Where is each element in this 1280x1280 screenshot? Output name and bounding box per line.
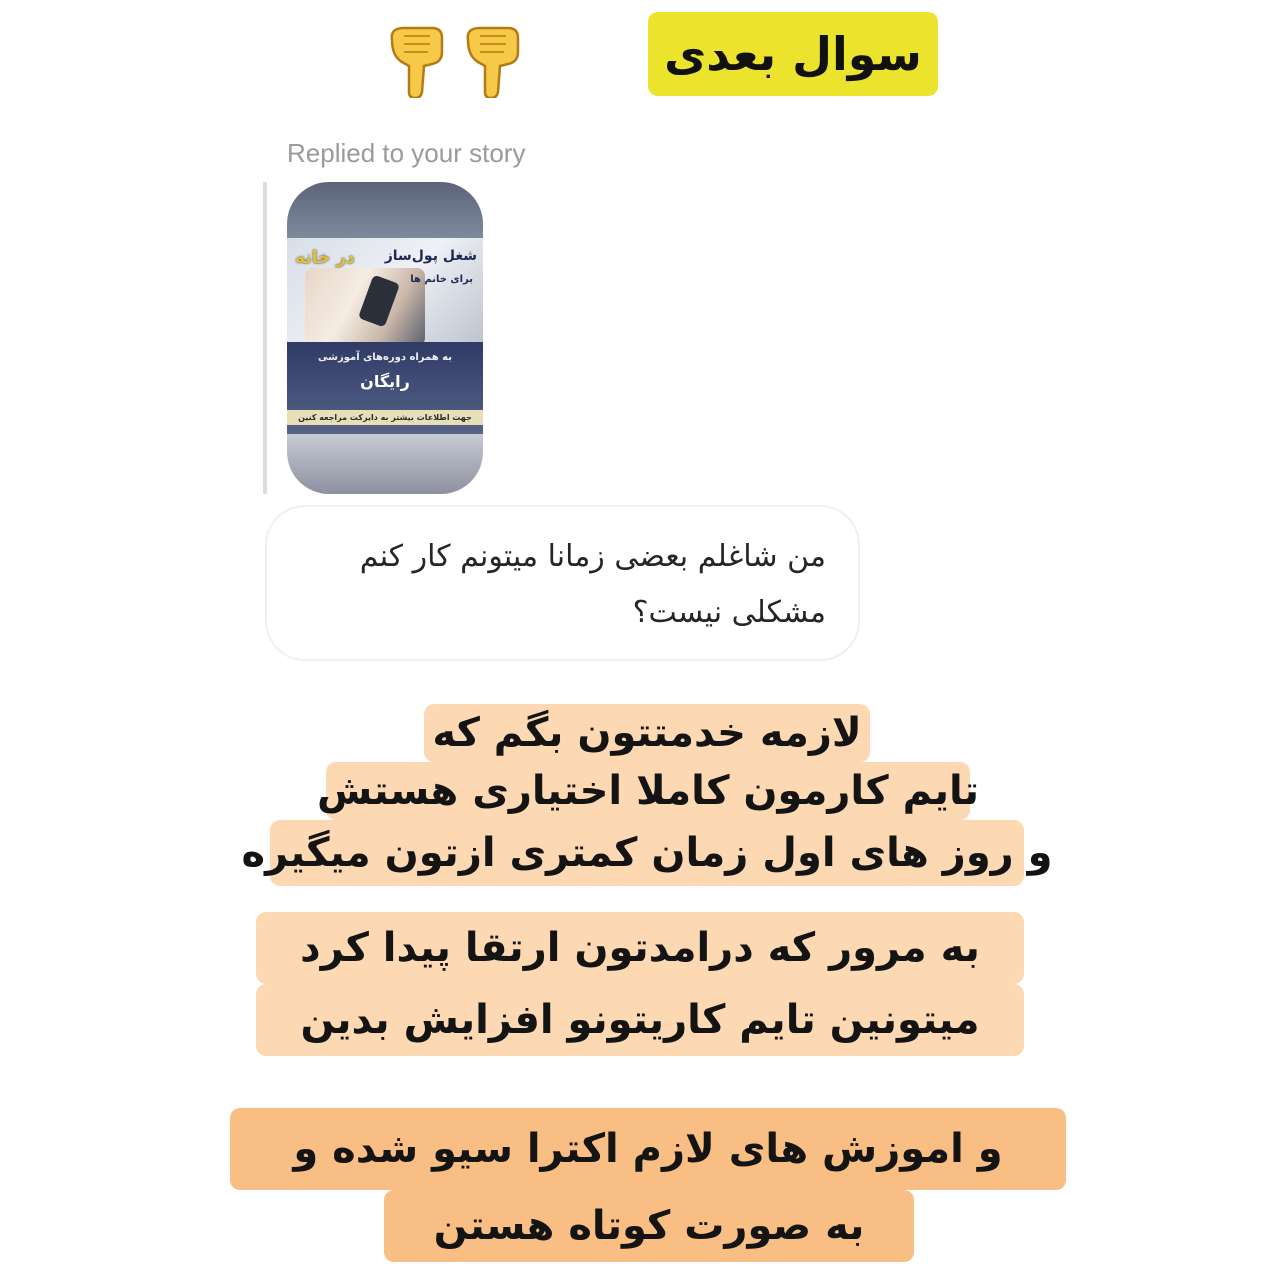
next-question-badge	[648, 12, 938, 96]
answer-highlight: به صورت کوتاه هستن	[384, 1190, 914, 1262]
answer-highlight: و روز های اول زمان کمتری ازتون میگیره	[270, 820, 1024, 886]
story-subtitle: برای خانم ها	[410, 274, 473, 285]
answer-highlight: تایم کارمون کاملا اختیاری هستش	[326, 762, 970, 820]
answer-highlight: لازمه خدمتتون بگم که	[424, 704, 870, 762]
backhand-index-pointing-down-icon	[380, 22, 450, 98]
pointing-hands	[380, 22, 530, 102]
answer-highlight: و اموزش های لازم اکترا سیو شده و	[230, 1108, 1066, 1190]
story-footer-text: جهت اطلاعات بیشتر به دایرکت مراجعه کنین	[287, 410, 483, 425]
answer-highlight: میتونین تایم کاریتونو افزایش بدین	[256, 984, 1024, 1056]
message-line: مشکلی نیست؟	[632, 595, 826, 630]
answer-highlight: به مرور که درامدتون ارتقا پیدا کرد	[256, 912, 1024, 984]
story-headline-accent: در خانه	[295, 248, 355, 268]
message-line: من شاغلم بعضی زمانا میتونم کار کنم	[359, 539, 826, 574]
reply-divider	[263, 182, 267, 494]
backhand-index-pointing-down-icon	[456, 22, 526, 98]
story-headline: شغل پول‌ساز	[384, 248, 477, 264]
message-bubble[interactable]	[265, 505, 860, 661]
next-question-title: سوال بعدی	[664, 27, 922, 81]
story-course-text: به همراه دوره‌های آموزشی	[318, 352, 452, 363]
story-free-text: رایگان	[360, 372, 410, 391]
story-thumbnail[interactable]	[287, 182, 483, 494]
replied-to-story-label: Replied to your story	[287, 138, 526, 168]
